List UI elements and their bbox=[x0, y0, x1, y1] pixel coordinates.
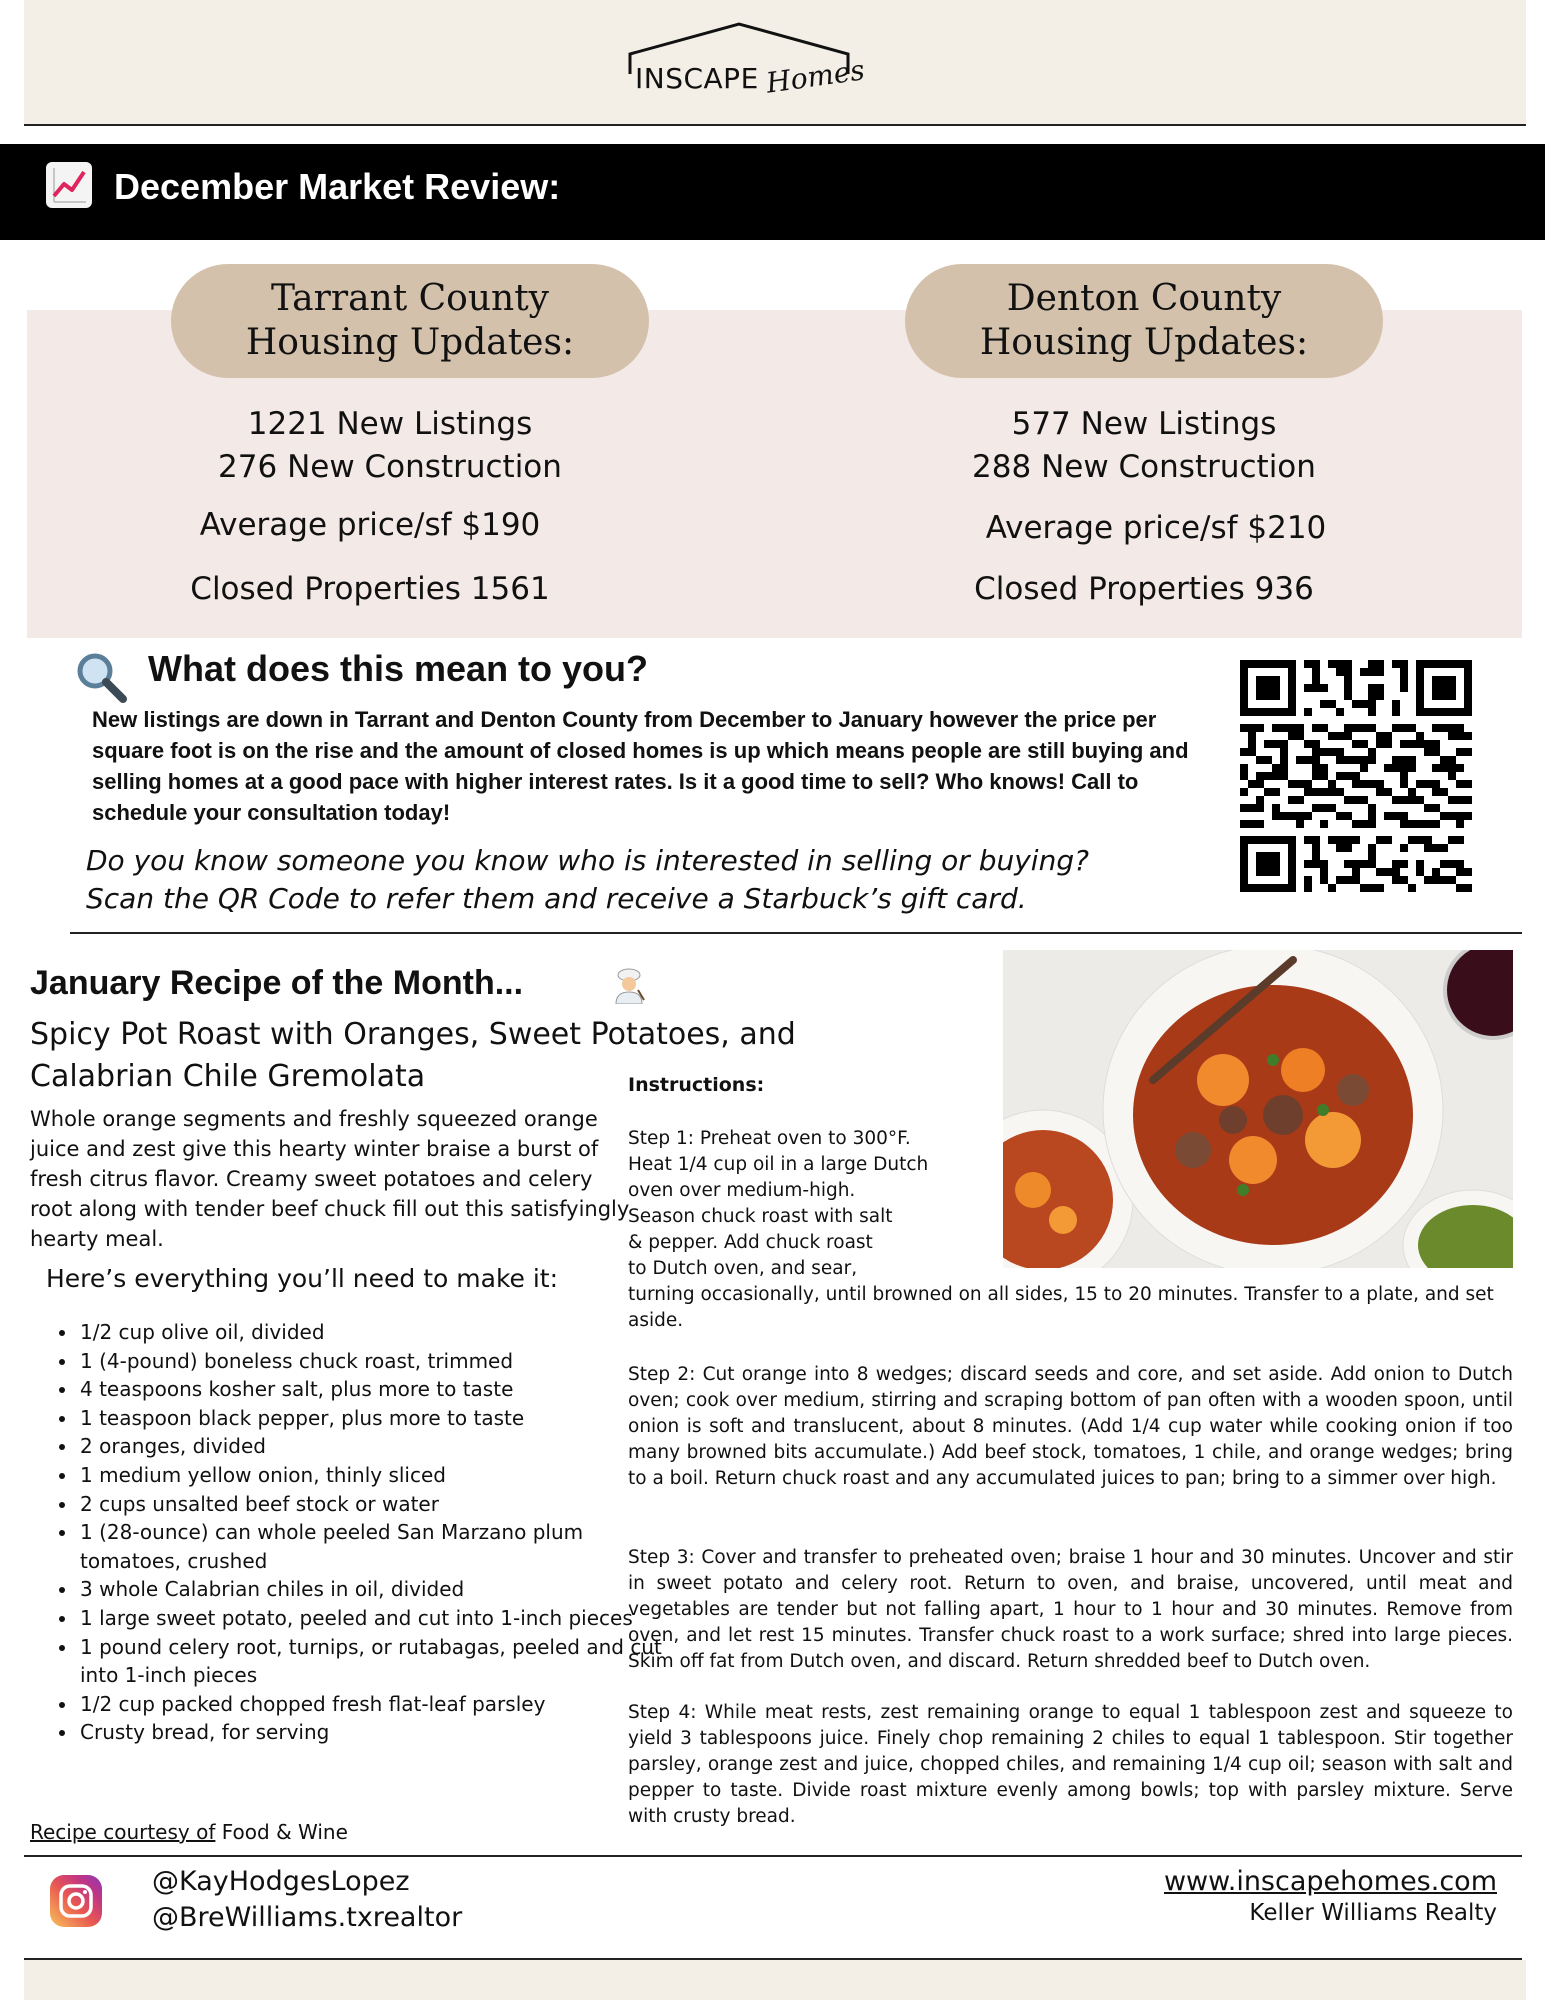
tarrant-heading bbox=[171, 264, 649, 378]
recipe-description: Whole orange segments and freshly squeezed orange juice and zest give this hearty winter braise a burst of fresh citrus flavor. Creamy sweet potatoes and celery root along with tender beef chuck fill out this satisfyingly hearty meal. bbox=[30, 1107, 630, 1251]
ingredient-item: • 1 (28-ounce) can whole peeled San Marzano plum tomatoes, crushed bbox=[78, 1518, 662, 1575]
ingredient-item: • 1 large sweet potato, peeled and cut into 1-inch pieces bbox=[78, 1604, 662, 1633]
recipe-heading: January Recipe of the Month... bbox=[30, 964, 524, 1002]
ingredient-item: • 1 medium yellow onion, thinly sliced bbox=[78, 1461, 662, 1490]
pot-roast-photo bbox=[1003, 950, 1513, 1268]
ingredient-item: • 1/2 cup olive oil, divided bbox=[78, 1318, 662, 1347]
meaning-heading: What does this mean to you? bbox=[148, 648, 649, 689]
page-title: December Market Review: bbox=[114, 166, 561, 207]
denton-avg-price: Average price/sf $210 bbox=[985, 510, 1327, 546]
instagram-handle-bre[interactable]: @BreWilliams.txrealtor bbox=[152, 1902, 463, 1933]
tarrant-heading-line1: Tarrant County bbox=[270, 278, 550, 319]
header-divider bbox=[24, 124, 1526, 126]
brokerage-name: Keller Williams Realty bbox=[1249, 1900, 1497, 1926]
ingredient-item: • 4 teaspoons kosher salt, plus more to taste bbox=[78, 1375, 662, 1404]
section-divider bbox=[70, 932, 1522, 934]
ingredients-list bbox=[44, 1318, 662, 1747]
step-1-line: oven over medium-high. bbox=[628, 1180, 856, 1201]
denton-stats bbox=[884, 400, 1404, 620]
footer-band bbox=[24, 1960, 1526, 2000]
ingredient-item: • 3 whole Calabrian chiles in oil, divided bbox=[78, 1575, 662, 1604]
instagram-icon[interactable] bbox=[50, 1875, 102, 1927]
magnifying-glass-icon bbox=[74, 650, 128, 704]
recipe-courtesy-link[interactable]: Recipe courtesy of bbox=[30, 1820, 216, 1844]
qr-code[interactable] bbox=[1240, 660, 1472, 892]
denton-heading bbox=[905, 264, 1383, 378]
denton-heading-line1: Denton County bbox=[1006, 278, 1282, 319]
referral-line-1: Do you know someone you know who is interested in selling or buying? bbox=[86, 844, 1089, 877]
step-1-line: & pepper. Add chuck roast bbox=[628, 1232, 873, 1253]
chart-increasing-icon bbox=[46, 162, 92, 208]
tarrant-stats bbox=[130, 400, 650, 620]
tarrant-new-construction: 276 New Construction bbox=[218, 449, 562, 485]
ingredient-item: • Crusty bread, for serving bbox=[78, 1718, 662, 1747]
step-1-line: Step 1: Preheat oven to 300°F. bbox=[628, 1128, 911, 1149]
step-1-line: Season chuck roast with salt bbox=[628, 1206, 893, 1227]
tarrant-heading-line2: Housing Updates: bbox=[245, 322, 575, 363]
denton-new-listings: 577 New Listings bbox=[1011, 406, 1277, 442]
chef-icon bbox=[612, 968, 646, 1004]
ingredient-item: • 1 teaspoon black pepper, plus more to taste bbox=[78, 1404, 662, 1433]
ingredient-item: • 1 (4-pound) boneless chuck roast, trimmed bbox=[78, 1347, 662, 1376]
ingredient-item: • 1 pound celery root, turnips, or rutabagas, peeled and cut into 1-inch pieces bbox=[78, 1633, 662, 1690]
instructions-heading: Instructions: bbox=[628, 1074, 765, 1096]
inscape-homes-logo: INSCAPE Homes bbox=[626, 20, 852, 102]
step-3: Step 3: Cover and transfer to preheated oven; braise 1 hour and 30 minutes. Uncover and stir in sweet potato and celery root. Return to oven, and braise, uncovered, until meat and vegetables are tender but not falling apart, 1 hour to 1 hour and 30 minutes. Remove from oven, and let rest 15 minutes. Transfer chuck roast to a work surface; shred into large pieces. Skim off fat from Dutch oven, and discard. Return shredded beef to Dutch oven. bbox=[628, 1547, 1513, 1672]
ingredient-item: • 2 cups unsalted beef stock or water bbox=[78, 1490, 662, 1519]
referral-text bbox=[86, 842, 1206, 918]
website-link[interactable]: www.inscapehomes.com bbox=[1163, 1866, 1497, 1897]
referral-line-2: Scan the QR Code to refer them and receive a Starbuck’s gift card. bbox=[86, 882, 1027, 915]
step-1-line: Heat 1/4 cup oil in a large Dutch bbox=[628, 1154, 929, 1175]
denton-closed: Closed Properties 936 bbox=[974, 571, 1314, 607]
step-4: Step 4: While meat rests, zest remaining orange to equal 1 tablespoon zest and squeeze to yield 3 tablespoons juice. Finely chop remaining 2 chiles to equal 1 tablespoon. Stir together parsley, orange zest and juice, chopped chiles, and remaining 1/4 cup oil; season with salt and pepper to taste. Divide roast mixture evenly among bowls; top with parsley mixture. Serve with crusty bread. bbox=[628, 1702, 1513, 1827]
denton-heading-line2: Housing Updates: bbox=[979, 322, 1309, 363]
ingredients-heading: Here’s everything you’ll need to make it: bbox=[46, 1264, 559, 1293]
recipe-courtesy-source: Food & Wine bbox=[215, 1820, 348, 1844]
ingredient-item: • 2 oranges, divided bbox=[78, 1432, 662, 1461]
step-1-continued: turning occasionally, until browned on all sides, 15 to 20 minutes. Transfer to a plate, and set aside. bbox=[628, 1284, 1494, 1331]
tarrant-closed: Closed Properties 1561 bbox=[190, 571, 550, 607]
tarrant-avg-price: Average price/sf $190 bbox=[199, 507, 541, 543]
denton-new-construction: 288 New Construction bbox=[972, 449, 1316, 485]
tarrant-new-listings: 1221 New Listings bbox=[247, 406, 533, 442]
recipe-courtesy bbox=[30, 1820, 348, 1844]
step-1-line: to Dutch oven, and sear, bbox=[628, 1258, 858, 1279]
step-1-wrapped bbox=[628, 1126, 968, 1282]
recipe-name: Spicy Pot Roast with Oranges, Sweet Potatoes, and Calabrian Chile Gremolata bbox=[30, 1017, 796, 1094]
footer-divider bbox=[24, 1855, 1522, 1857]
step-2: Step 2: Cut orange into 8 wedges; discard seeds and core, and set aside. Add onion to Dutch oven; cook over medium, stirring and scraping bottom of pan often with a wooden spoon, until onion is soft and translucent, about 8 minutes. (Add 1/4 cup water while cooking onion if too many browned bits accumulate.) Add beef stock, tomatoes, 1 chile, and orange wedges; bring to a boil. Return chuck roast and any accumulated juices to pan; bring to a simmer over high. bbox=[628, 1364, 1513, 1489]
instagram-handle-kay[interactable]: @KayHodgesLopez bbox=[152, 1866, 410, 1897]
meaning-body: New listings are down in Tarrant and Denton County from December to January however the price per square foot is on the rise and the amount of closed homes is up which means people are still buying and selling homes at a good pace with higher interest rates. Is it a good time to sell? Who knows! Call to schedule your consultation today! bbox=[92, 707, 1189, 825]
ingredient-item: • 1/2 cup packed chopped fresh flat-leaf parsley bbox=[78, 1690, 662, 1719]
